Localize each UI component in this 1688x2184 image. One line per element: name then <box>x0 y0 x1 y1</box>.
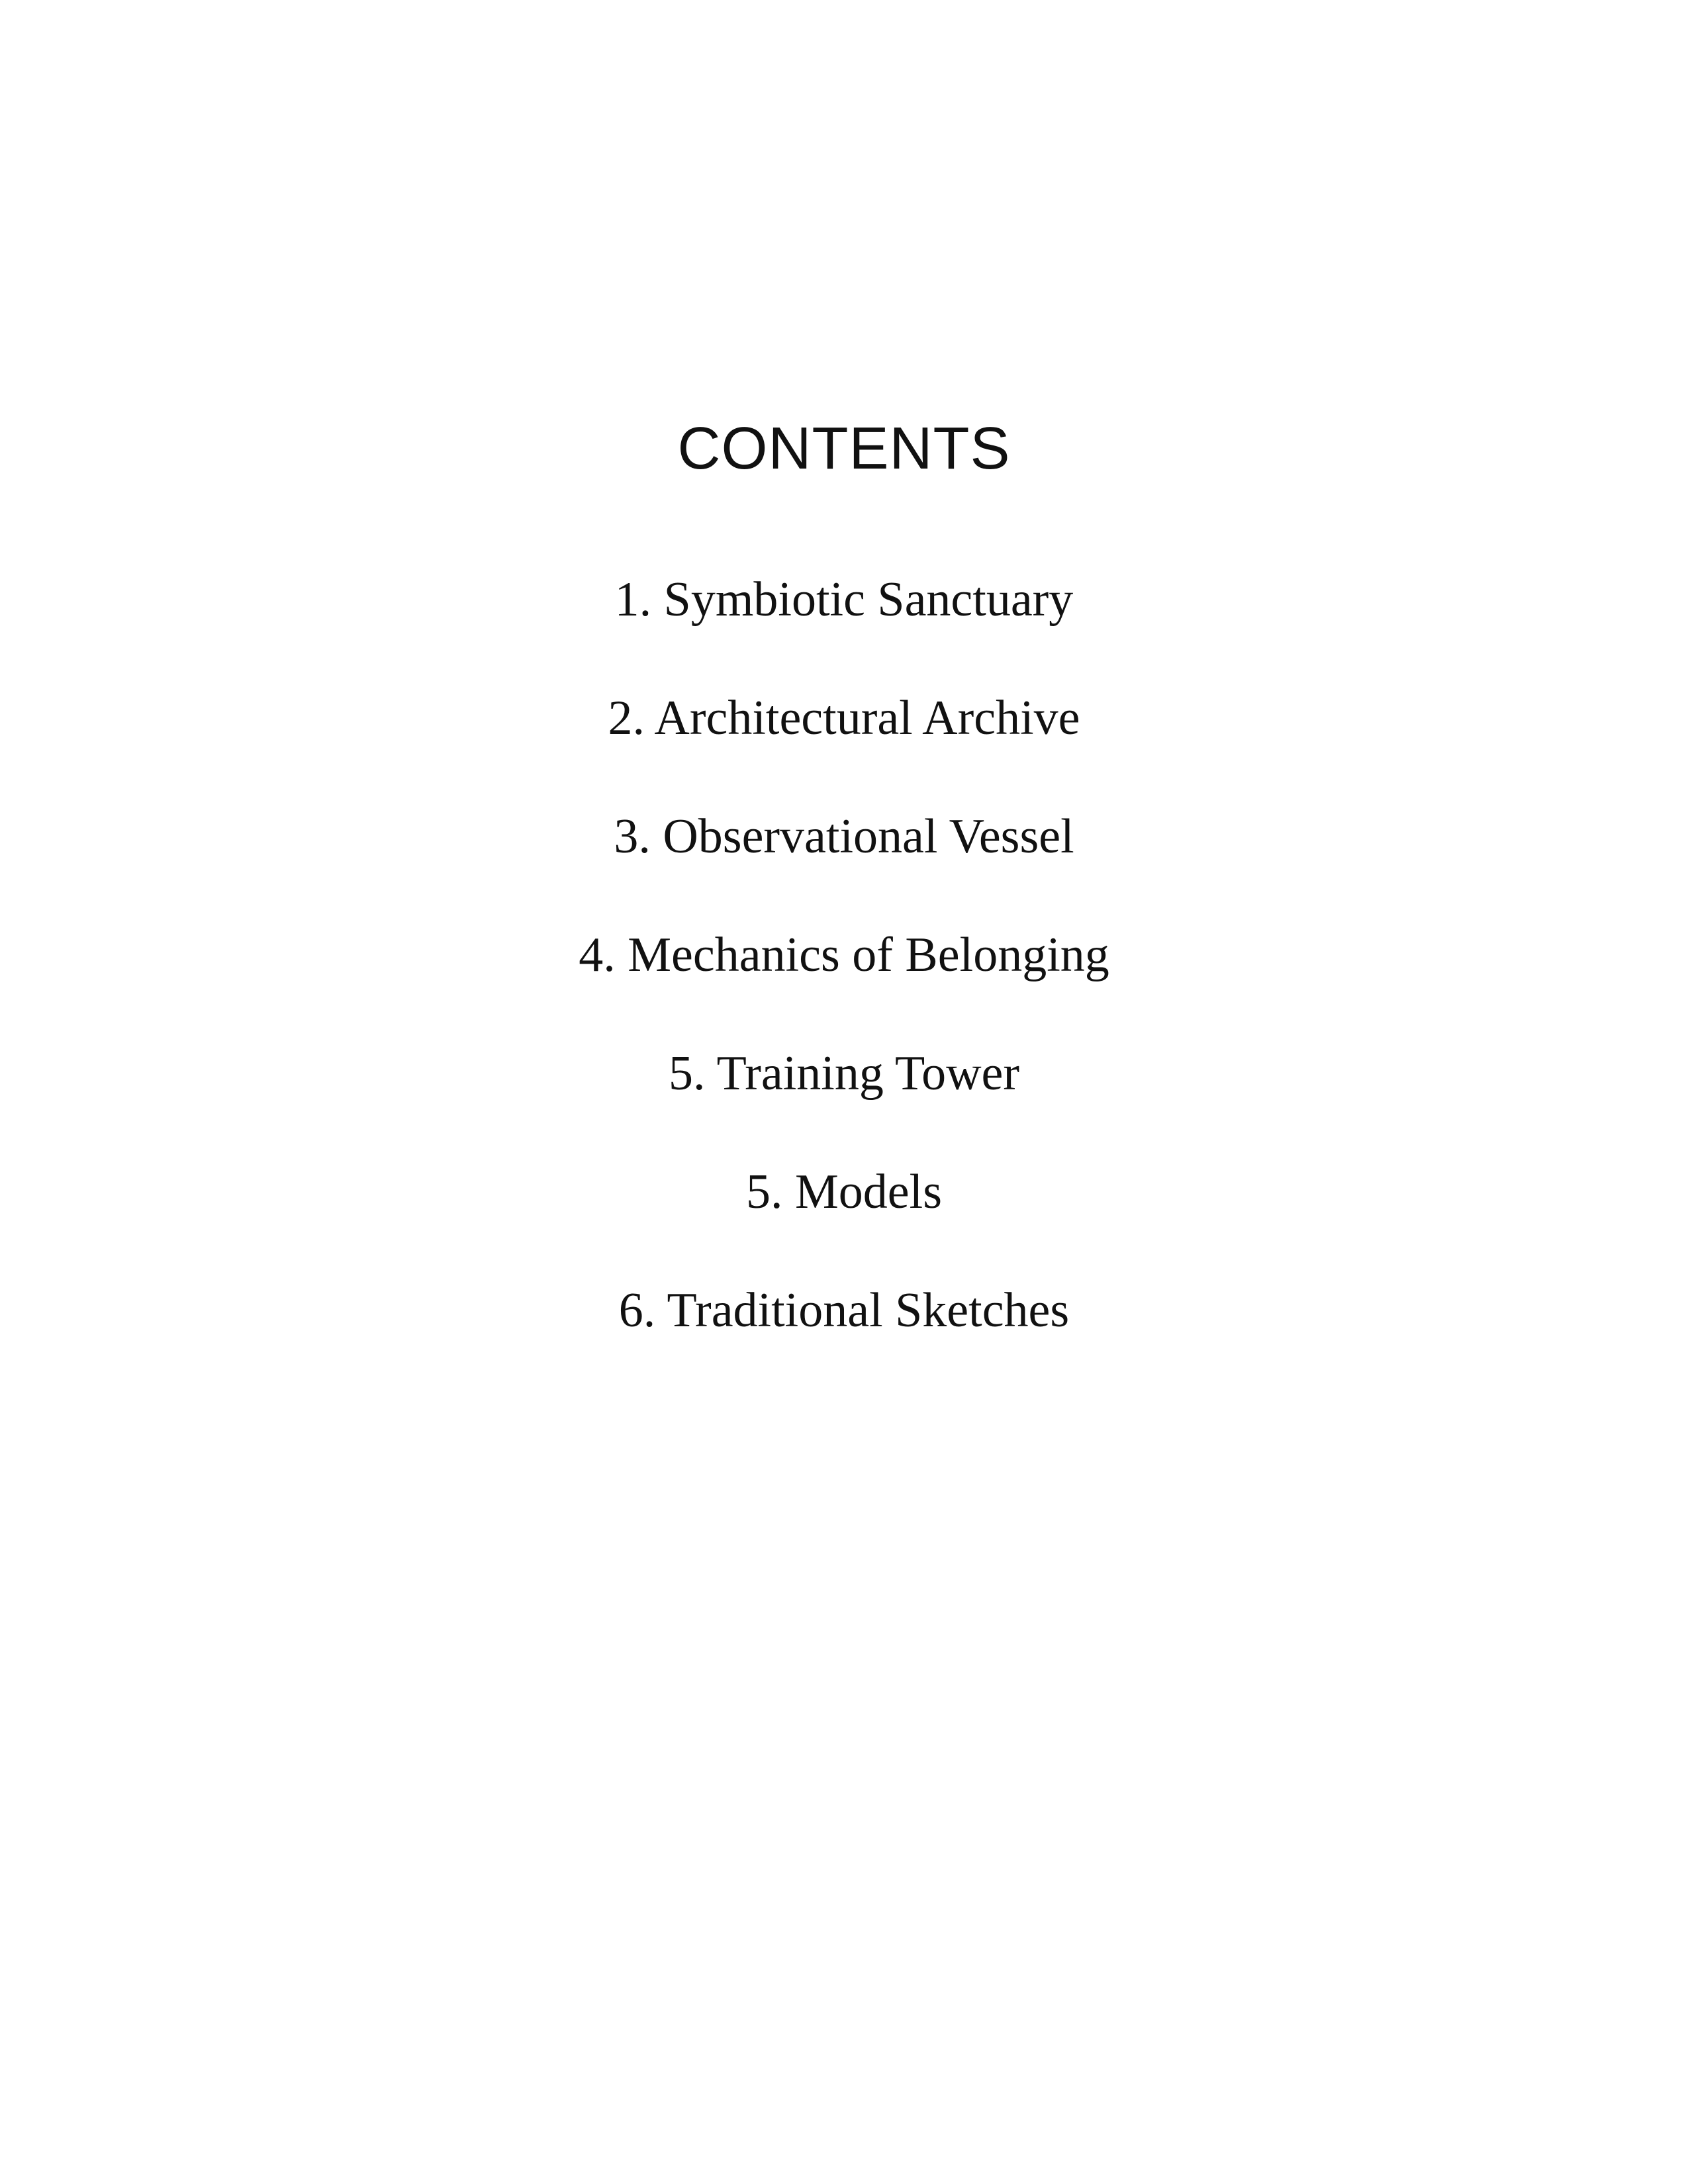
toc-entry-5: 5. Training Tower <box>669 1046 1019 1101</box>
toc-entry-7: 6. Traditional Sketches <box>618 1283 1070 1338</box>
table-of-contents <box>0 560 1688 1389</box>
toc-entry-4: 4. Mechanics of Belonging <box>579 928 1109 982</box>
toc-entry-3: 3. Observational Vessel <box>614 809 1074 864</box>
toc-entry-6: 5. Models <box>746 1165 942 1219</box>
toc-entry-2: 2. Architectural Archive <box>608 691 1080 745</box>
toc-entry-1: 1. Symbiotic Sanctuary <box>614 572 1074 627</box>
contents-heading: CONTENTS <box>677 416 1011 482</box>
